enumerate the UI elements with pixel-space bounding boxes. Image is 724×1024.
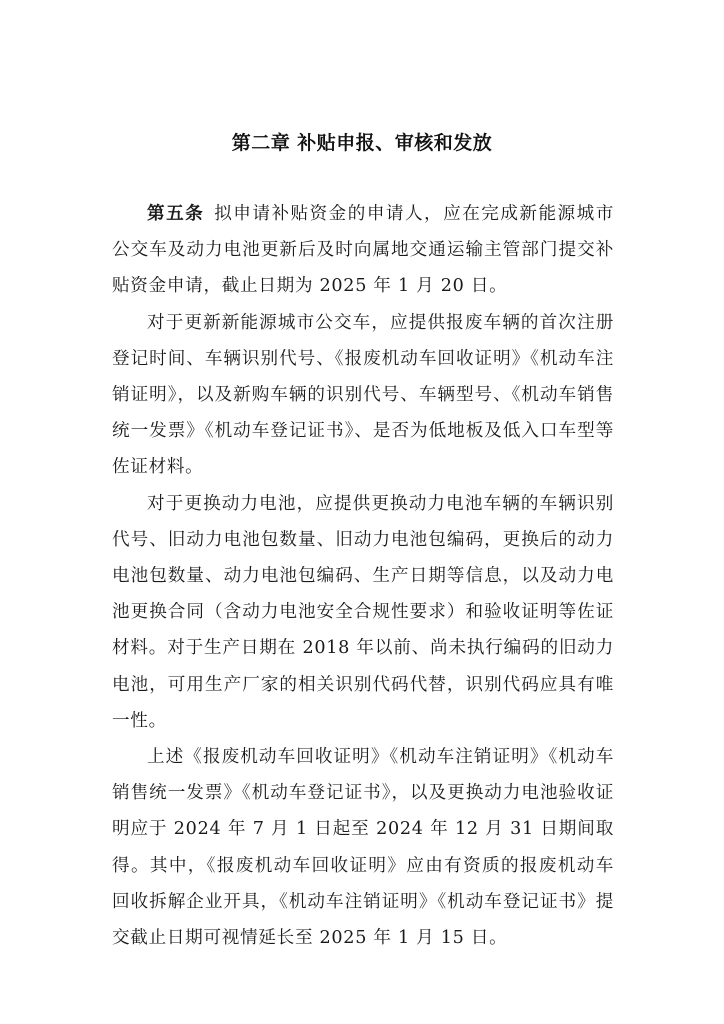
paragraph-certificate-dates: 上述《报废机动车回收证明》《机动车注销证明》《机动车销售统一发票》《机动车登记证书》，以及更换动力电池验收证明应于 2024 年 7 月 1 日起至 2024 年 12 月 31 日期间取得。其中，《报废机动车回收证明》应由有资质的报废机动车回收拆解企业开具，《机动车注销证明》《机动车登记证书》提交截止日期可视情延长至 2025 年 1 月 15 日。 bbox=[112, 747, 614, 949]
article-intro-text: 拟申请补贴资金的申请人，应在完成新能源城市公交车及动力电池更新后及时向属地交通运输主管部门提交补贴资金申请，截止日期为 2025 年 1 月 20 日。 bbox=[112, 204, 615, 297]
document-body bbox=[112, 196, 614, 956]
paragraph-bus-renewal: 对于更新新能源城市公交车，应提供报废车辆的首次注册登记时间、车辆识别代号、《报废机动车回收证明》《机动车注销证明》，以及新购车辆的识别代号、车辆型号、《机动车销售统一发票》《机动车登记证书》、是否为低地板及低入口车型等佐证材料。 bbox=[112, 312, 614, 478]
article-paragraph bbox=[112, 196, 614, 305]
chapter-title: 第二章 补贴申报、审核和发放 bbox=[231, 132, 493, 154]
article-label: 第五条 bbox=[147, 204, 205, 224]
paragraph-battery-replacement: 对于更换动力电池，应提供更换动力电池车辆的车辆识别代号、旧动力电池包数量、旧动力电池包编码，更换后的动力电池包数量、动力电池包编码、生产日期等信息，以及动力电池更换合同（含动力电池安全合规性要求）和验收证明等佐证材料。对于生产日期在 2018 年以前、尚未执行编码的旧动力电池，可用生产厂家的相关识别代码代替，识别代码应具有唯一性。 bbox=[112, 493, 614, 731]
